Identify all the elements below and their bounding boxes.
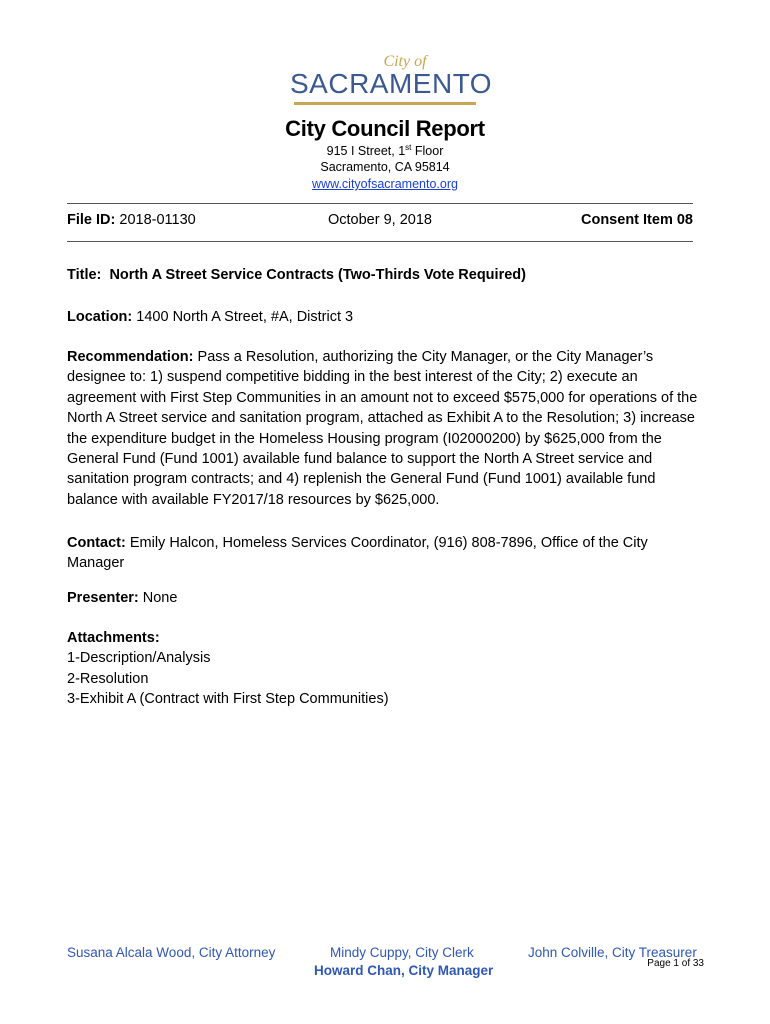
consent-item: Consent Item 08 — [581, 212, 693, 228]
attachments-heading: Attachments: — [67, 630, 160, 646]
website-link[interactable]: www.cityofsacramento.org — [312, 177, 458, 191]
attachment-item: 2-Resolution — [67, 670, 149, 687]
presenter: Presenter: None — [67, 590, 178, 606]
header-divider-bottom — [67, 241, 693, 242]
footer-city-attorney: Susana Alcala Wood, City Attorney — [67, 945, 276, 960]
report-heading: City Council Report — [285, 116, 485, 141]
logo-underline — [294, 102, 476, 105]
report-date: October 9, 2018 — [328, 212, 432, 228]
logo-city-of-text: City of — [383, 53, 427, 70]
attachment-item: 3-Exhibit A (Contract with First Step Communities) — [67, 691, 389, 708]
header-divider-top — [67, 203, 693, 204]
address-line-2: Sacramento, CA 95814 — [320, 160, 450, 174]
page-number: Page 1 of 33 — [647, 958, 704, 969]
file-id: File ID: 2018-01130 — [67, 212, 196, 228]
footer-city-manager: Howard Chan, City Manager — [314, 963, 494, 978]
address-line-1: 915 I Street, 1st Floor — [326, 143, 444, 159]
recommendation: Recommendation: Pass a Resolution, authorizing the City Manager, or the City Manager’s designee to: 1) suspend competitive bidding in the best interest of the City; 2) execute an agreement with First Step Communities in an amount not to exceed $575,000 for operations of the North A Street service and sanitation program, attached as Exhibit A to the Resolution; 3) increase the expenditure budget in the Homeless Housing program (I02000200) by $625,000 from the General Fund (Fund 1001) available fund balance to support the North A Street service and sanitation program contracts; and 4) replenish the General Fund (Fund 1001) available fund balance with available FY2017/18 resources by $625,000. — [67, 349, 698, 508]
footer-city-treasurer: John Colville, City Treasurer — [528, 945, 697, 960]
contact: Contact: Emily Halcon, Homeless Services Coordinator, (916) 808-7896, Office of the City Manager — [67, 535, 648, 572]
logo-sacramento-text: SACRAMENTO — [290, 68, 493, 99]
location: Location: 1400 North A Street, #A, District 3 — [67, 309, 354, 325]
footer-city-clerk: Mindy Cuppy, City Clerk — [330, 945, 474, 960]
city-logo — [290, 53, 493, 110]
report-title: Title: North A Street Service Contracts (Two-Thirds Vote Required) — [67, 267, 526, 283]
website-line — [0, 177, 770, 191]
attachment-item: 1-Description/Analysis — [67, 650, 211, 667]
attachments — [67, 628, 707, 710]
